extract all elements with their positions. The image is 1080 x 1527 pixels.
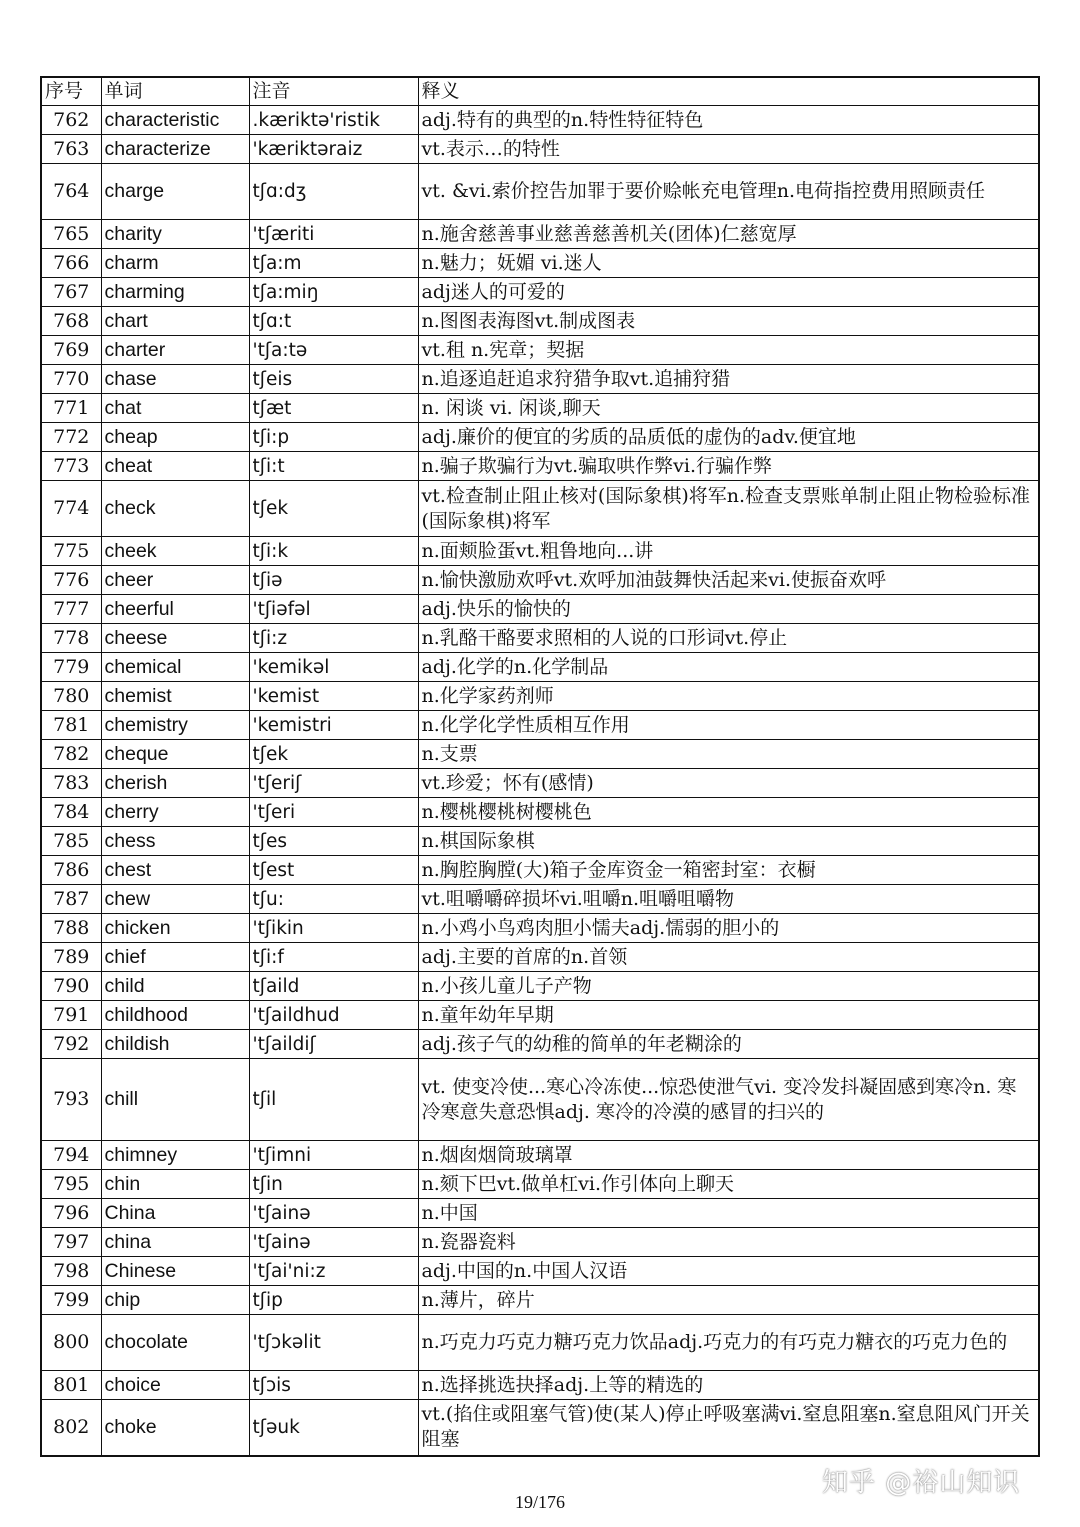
row-definition: n.棋国际象棋 [418, 827, 1039, 856]
row-phonetic: 'kæriktəraiz [249, 135, 418, 164]
table-row [41, 336, 1039, 365]
row-phonetic: tʃil [249, 1059, 418, 1141]
row-definition: adj.特有的典型的n.特性特征特色 [418, 106, 1039, 135]
row-phonetic: tʃi:z [249, 624, 418, 653]
row-number: 771 [41, 394, 101, 423]
row-phonetic: 'tʃeri [249, 798, 418, 827]
row-number: 777 [41, 595, 101, 624]
row-definition: n.胸腔胸膛(大)箱子金库资金一箱密封室：衣橱 [418, 856, 1039, 885]
row-word: chemical [101, 653, 249, 682]
row-phonetic: tʃek [249, 481, 418, 537]
row-definition: n.化学化学性质相互作用 [418, 711, 1039, 740]
row-word: china [101, 1228, 249, 1257]
row-number: 784 [41, 798, 101, 827]
table-row [41, 106, 1039, 135]
header-word: 单词 [101, 77, 249, 106]
row-definition: n. 闲谈 vi. 闲谈,聊天 [418, 394, 1039, 423]
table-row [41, 394, 1039, 423]
table-body [41, 106, 1039, 1456]
row-number: 775 [41, 537, 101, 566]
row-definition: n.巧克力巧克力糖巧克力饮品adj.巧克力的有巧克力糖衣的巧克力色的 [418, 1315, 1039, 1371]
row-word: cheat [101, 452, 249, 481]
row-definition: vt.(掐住或阻塞气管)使(某人)停止呼吸塞满vi.窒息阻塞n.窒息阻风门开关阻塞 [418, 1400, 1039, 1456]
row-number: 793 [41, 1059, 101, 1141]
row-definition: vt. &vi.索价控告加罪于要价赊帐充电管理n.电荷指控费用照顾责任 [418, 164, 1039, 220]
row-word: child [101, 972, 249, 1001]
row-number: 781 [41, 711, 101, 740]
row-phonetic: tʃəuk [249, 1400, 418, 1456]
row-definition: n.乳酪干酪要求照相的人说的口形词vt.停止 [418, 624, 1039, 653]
table-row [41, 827, 1039, 856]
row-definition: n.薄片，碎片 [418, 1286, 1039, 1315]
row-word: cherry [101, 798, 249, 827]
table-row [41, 452, 1039, 481]
row-word: childish [101, 1030, 249, 1059]
table-row [41, 1170, 1039, 1199]
table-row [41, 856, 1039, 885]
row-word: chief [101, 943, 249, 972]
row-number: 800 [41, 1315, 101, 1371]
row-number: 786 [41, 856, 101, 885]
row-word: check [101, 481, 249, 537]
table-row [41, 1228, 1039, 1257]
row-definition: n.童年幼年早期 [418, 1001, 1039, 1030]
row-word: cheek [101, 537, 249, 566]
row-number: 778 [41, 624, 101, 653]
header-definition: 释义 [418, 77, 1039, 106]
row-definition: vt.表示…的特性 [418, 135, 1039, 164]
row-phonetic: 'kemikəl [249, 653, 418, 682]
row-number: 769 [41, 336, 101, 365]
row-phonetic: tʃi:f [249, 943, 418, 972]
row-number: 782 [41, 740, 101, 769]
row-number: 790 [41, 972, 101, 1001]
row-number: 783 [41, 769, 101, 798]
row-number: 787 [41, 885, 101, 914]
table-row [41, 537, 1039, 566]
table-row [41, 307, 1039, 336]
row-phonetic: tʃa:m [249, 249, 418, 278]
row-phonetic: tʃɑ:t [249, 307, 418, 336]
row-phonetic: tʃæt [249, 394, 418, 423]
table-row [41, 711, 1039, 740]
row-definition: adj.孩子气的幼稚的简单的年老糊涂的 [418, 1030, 1039, 1059]
row-word: cheer [101, 566, 249, 595]
table-row [41, 653, 1039, 682]
vocabulary-table-container [40, 76, 1038, 1457]
table-row [41, 135, 1039, 164]
row-word: charity [101, 220, 249, 249]
row-phonetic: tʃek [249, 740, 418, 769]
row-number: 772 [41, 423, 101, 452]
row-number: 798 [41, 1257, 101, 1286]
row-number: 768 [41, 307, 101, 336]
row-definition: adj.化学的n.化学制品 [418, 653, 1039, 682]
row-number: 785 [41, 827, 101, 856]
row-number: 788 [41, 914, 101, 943]
row-word: charming [101, 278, 249, 307]
table-row [41, 1199, 1039, 1228]
row-phonetic: .kæriktə'ristik [249, 106, 418, 135]
table-row [41, 249, 1039, 278]
row-phonetic: 'tʃa:tə [249, 336, 418, 365]
row-definition: n.小孩儿童儿子产物 [418, 972, 1039, 1001]
row-definition: n.魅力；妩媚 vi.迷人 [418, 249, 1039, 278]
table-row [41, 1286, 1039, 1315]
table-row [41, 624, 1039, 653]
row-phonetic: 'tʃaildiʃ [249, 1030, 418, 1059]
row-definition: adj.快乐的愉快的 [418, 595, 1039, 624]
page-number: 19/176 [514, 1492, 565, 1512]
row-definition: vt.租 n.宪章；契据 [418, 336, 1039, 365]
table-row [41, 1257, 1039, 1286]
row-definition: n.面颊脸蛋vt.粗鲁地向...讲 [418, 537, 1039, 566]
row-definition: adj.主要的首席的n.首领 [418, 943, 1039, 972]
header-number: 序号 [41, 77, 101, 106]
zhihu-watermark: 知乎 @裕山知识 [822, 1468, 1021, 1498]
table-row [41, 1030, 1039, 1059]
row-definition: n.追逐追赶追求狩猎争取vt.追捕狩猎 [418, 365, 1039, 394]
table-row [41, 1001, 1039, 1030]
row-word: characteristic [101, 106, 249, 135]
row-word: chart [101, 307, 249, 336]
row-phonetic: tʃin [249, 1170, 418, 1199]
table-row [41, 1400, 1039, 1456]
row-word: chicken [101, 914, 249, 943]
row-number: 763 [41, 135, 101, 164]
row-definition: n.烟囱烟筒玻璃罩 [418, 1141, 1039, 1170]
row-phonetic: tʃa:miŋ [249, 278, 418, 307]
row-phonetic: tʃu: [249, 885, 418, 914]
row-word: chill [101, 1059, 249, 1141]
table-row [41, 1371, 1039, 1400]
row-word: chin [101, 1170, 249, 1199]
row-phonetic: tʃiə [249, 566, 418, 595]
table-row [41, 278, 1039, 307]
row-word: chess [101, 827, 249, 856]
table-row [41, 943, 1039, 972]
row-definition: vt.咀嚼嚼碎损坏vi.咀嚼n.咀嚼咀嚼物 [418, 885, 1039, 914]
row-definition: n.图图表海图vt.制成图表 [418, 307, 1039, 336]
table-row [41, 595, 1039, 624]
row-phonetic: 'kemist [249, 682, 418, 711]
row-word: chip [101, 1286, 249, 1315]
row-phonetic: tʃɔis [249, 1371, 418, 1400]
row-definition: n.颏下巴vt.做单杠vi.作引体向上聊天 [418, 1170, 1039, 1199]
row-definition: adj迷人的可爱的 [418, 278, 1039, 307]
row-word: chest [101, 856, 249, 885]
row-phonetic: tʃes [249, 827, 418, 856]
row-definition: vt.珍爱；怀有(感情) [418, 769, 1039, 798]
row-definition: n.瓷器瓷料 [418, 1228, 1039, 1257]
vocabulary-table [40, 76, 1040, 1457]
row-word: chat [101, 394, 249, 423]
table-row [41, 423, 1039, 452]
table-row [41, 481, 1039, 537]
row-word: cheerful [101, 595, 249, 624]
row-number: 780 [41, 682, 101, 711]
row-definition: vt.检查制止阻止核对(国际象棋)将军n.检查支票账单制止阻止物检验标准(国际象棋)将军 [418, 481, 1039, 537]
row-word: chemistry [101, 711, 249, 740]
table-row [41, 1059, 1039, 1141]
table-row [41, 798, 1039, 827]
row-phonetic: tʃip [249, 1286, 418, 1315]
row-number: 776 [41, 566, 101, 595]
row-number: 801 [41, 1371, 101, 1400]
row-word: chimney [101, 1141, 249, 1170]
row-phonetic: tʃeis [249, 365, 418, 394]
row-definition: n.中国 [418, 1199, 1039, 1228]
row-word: China [101, 1199, 249, 1228]
row-phonetic: tʃi:p [249, 423, 418, 452]
row-number: 802 [41, 1400, 101, 1456]
row-definition: n.小鸡小鸟鸡肉胆小懦夫adj.懦弱的胆小的 [418, 914, 1039, 943]
row-number: 799 [41, 1286, 101, 1315]
table-row [41, 740, 1039, 769]
row-definition: adj.中国的n.中国人汉语 [418, 1257, 1039, 1286]
row-phonetic: 'tʃainə [249, 1228, 418, 1257]
table-row [41, 1141, 1039, 1170]
row-definition: n.支票 [418, 740, 1039, 769]
row-number: 792 [41, 1030, 101, 1059]
row-number: 774 [41, 481, 101, 537]
table-row [41, 914, 1039, 943]
row-number: 767 [41, 278, 101, 307]
row-word: chew [101, 885, 249, 914]
row-number: 765 [41, 220, 101, 249]
row-phonetic: 'tʃaildhud [249, 1001, 418, 1030]
row-phonetic: 'tʃikin [249, 914, 418, 943]
table-row [41, 972, 1039, 1001]
row-number: 795 [41, 1170, 101, 1199]
row-number: 791 [41, 1001, 101, 1030]
row-word: cheque [101, 740, 249, 769]
row-phonetic: tʃi:k [249, 537, 418, 566]
row-number: 773 [41, 452, 101, 481]
table-row [41, 164, 1039, 220]
row-word: characterize [101, 135, 249, 164]
table-row [41, 1315, 1039, 1371]
row-definition: adj.廉价的便宜的劣质的品质低的虚伪的adv.便宜地 [418, 423, 1039, 452]
row-word: charm [101, 249, 249, 278]
row-word: charge [101, 164, 249, 220]
row-definition: n.化学家药剂师 [418, 682, 1039, 711]
row-word: cheap [101, 423, 249, 452]
row-definition: n.愉快激励欢呼vt.欢呼加油鼓舞快活起来vi.使振奋欢呼 [418, 566, 1039, 595]
table-row [41, 885, 1039, 914]
row-word: cherish [101, 769, 249, 798]
row-word: Chinese [101, 1257, 249, 1286]
row-word: chemist [101, 682, 249, 711]
row-number: 797 [41, 1228, 101, 1257]
row-phonetic: tʃest [249, 856, 418, 885]
table-row [41, 220, 1039, 249]
row-phonetic: 'tʃainə [249, 1199, 418, 1228]
row-definition: n.选择挑选抉择adj.上等的精选的 [418, 1371, 1039, 1400]
table-row [41, 682, 1039, 711]
row-number: 762 [41, 106, 101, 135]
row-phonetic: tʃi:t [249, 452, 418, 481]
row-word: chase [101, 365, 249, 394]
row-phonetic: tʃaild [249, 972, 418, 1001]
row-word: chocolate [101, 1315, 249, 1371]
row-number: 779 [41, 653, 101, 682]
table-header-row [41, 77, 1039, 106]
table-row [41, 365, 1039, 394]
row-number: 764 [41, 164, 101, 220]
row-definition: vt. 使变冷使...寒心冷冻使...惊恐使泄气vi. 变冷发抖凝固感到寒冷n. 寒冷寒意失意恐惧adj. 寒冷的冷漠的感冒的扫兴的 [418, 1059, 1039, 1141]
row-definition: n.施舍慈善事业慈善慈善机关(团体)仁慈宽厚 [418, 220, 1039, 249]
row-number: 794 [41, 1141, 101, 1170]
row-number: 766 [41, 249, 101, 278]
row-number: 770 [41, 365, 101, 394]
row-phonetic: 'tʃai'ni:z [249, 1257, 418, 1286]
row-number: 796 [41, 1199, 101, 1228]
row-phonetic: 'tʃiəfəl [249, 595, 418, 624]
row-number: 789 [41, 943, 101, 972]
row-phonetic: 'tʃæriti [249, 220, 418, 249]
table-row [41, 769, 1039, 798]
row-word: choke [101, 1400, 249, 1456]
row-phonetic: 'tʃeriʃ [249, 769, 418, 798]
header-phonetic: 注音 [249, 77, 418, 106]
table-row [41, 566, 1039, 595]
row-phonetic: tʃɑ:dʒ [249, 164, 418, 220]
row-phonetic: 'tʃimni [249, 1141, 418, 1170]
row-phonetic: 'kemistri [249, 711, 418, 740]
row-word: childhood [101, 1001, 249, 1030]
row-word: cheese [101, 624, 249, 653]
row-word: charter [101, 336, 249, 365]
row-word: choice [101, 1371, 249, 1400]
row-definition: n.骗子欺骗行为vt.骗取哄作弊vi.行骗作弊 [418, 452, 1039, 481]
row-phonetic: 'tʃɔkəlit [249, 1315, 418, 1371]
row-definition: n.樱桃樱桃树樱桃色 [418, 798, 1039, 827]
